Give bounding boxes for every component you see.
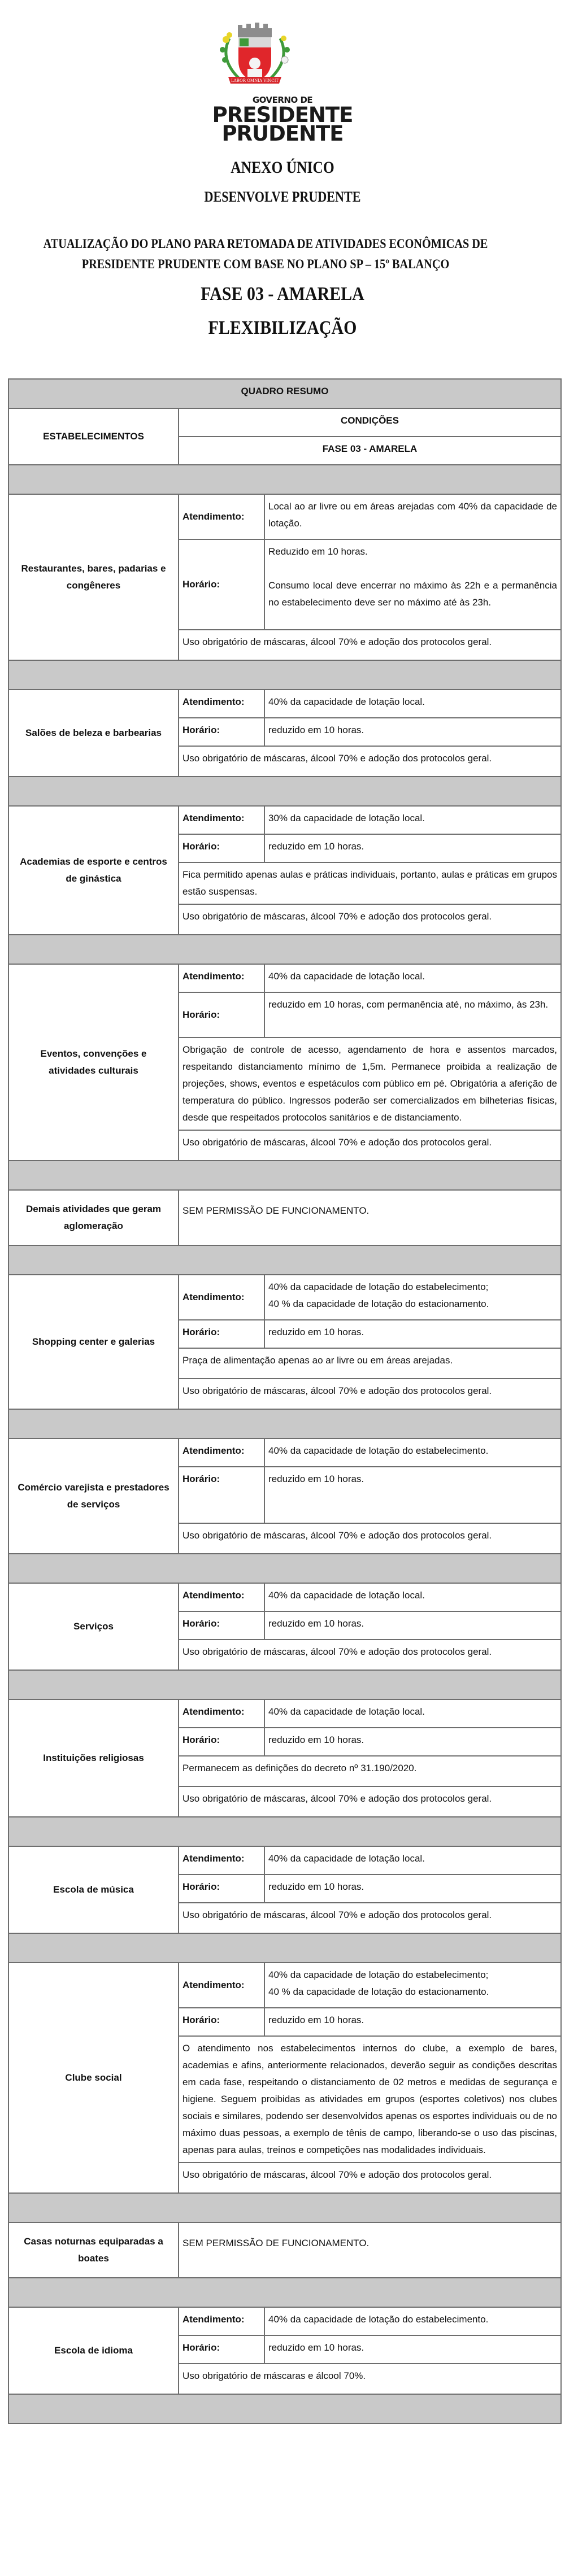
condition-note: Praça de alimentação apenas ao ar livre ou em áreas arejadas. — [179, 1348, 561, 1379]
table-row — [8, 2307, 561, 2335]
value-atendimento: Local ao ar livre ou em áreas arejadas com 40% da capacidade de lotação. — [264, 494, 561, 539]
table-row — [8, 1275, 561, 1320]
spacer-row — [8, 2278, 561, 2307]
label-horario: Horário: — [179, 992, 264, 1038]
spacer-row — [8, 1554, 561, 1583]
value-horario: reduzido em 10 horas, com permanência até, no máximo, às 23h. — [264, 992, 561, 1038]
value-horario: Reduzido em 10 horas. Consumo local deve encerrar no máximo às 22h e a permanência no estabelecimento deve ser no máximo até às 23h. — [264, 539, 561, 630]
spacer-row — [8, 1245, 561, 1275]
establishment-name: Shopping center e galerias — [8, 1275, 179, 1409]
table-row — [8, 806, 561, 834]
value-horario: reduzido em 10 horas. — [264, 1728, 561, 1756]
condition-note: Uso obrigatório de máscaras, álcool 70% e adoção dos protocolos geral. — [179, 1903, 561, 1933]
establishment-name: Restaurantes, bares, padarias e congêneres — [8, 494, 179, 660]
label-horario: Horário: — [179, 834, 264, 862]
col-header-phase: FASE 03 - AMARELA — [179, 437, 561, 465]
prohibited-status: SEM PERMISSÃO DE FUNCIONAMENTO. — [179, 1190, 561, 1245]
label-atendimento: Atendimento: — [179, 494, 264, 539]
establishment-name: Eventos, convenções e atividades culturais — [8, 964, 179, 1161]
value-horario: reduzido em 10 horas. — [264, 2335, 561, 2364]
summary-table — [8, 378, 562, 2424]
table-row — [8, 1583, 561, 1611]
label-horario: Horário: — [179, 1467, 264, 1523]
establishment-name: Comércio varejista e prestadores de serviços — [8, 1439, 179, 1554]
condition-note: Uso obrigatório de máscaras, álcool 70% e adoção dos protocolos geral. — [179, 1130, 561, 1161]
condition-note: Uso obrigatório de máscaras, álcool 70% e adoção dos protocolos geral. — [179, 630, 561, 660]
establishment-name: Academias de esporte e centros de ginástica — [8, 806, 179, 935]
value-atendimento: 40% da capacidade de lotação local. — [264, 964, 561, 992]
table-title: QUADRO RESUMO — [8, 379, 561, 408]
label-atendimento: Atendimento: — [179, 1439, 264, 1467]
value-atendimento: 40% da capacidade de lotação local. — [264, 690, 561, 718]
value-atendimento: 40% da capacidade de lotação do estabelecimento; 40 % da capacidade de lotação do estacionamento. — [264, 1275, 561, 1320]
coat-of-arms-icon — [212, 16, 297, 89]
value-atendimento: 40% da capacidade de lotação do estabelecimento; 40 % da capacidade de lotação do estacionamento. — [264, 1963, 561, 2008]
value-horario: reduzido em 10 horas. — [264, 1320, 561, 1348]
table-row — [8, 1190, 561, 1245]
label-horario: Horário: — [179, 718, 264, 746]
spacer-row — [8, 2394, 561, 2424]
label-atendimento: Atendimento: — [179, 1583, 264, 1611]
condition-note: Uso obrigatório de máscaras, álcool 70% e adoção dos protocolos geral. — [179, 1640, 561, 1670]
value-horario: reduzido em 10 horas. — [264, 718, 561, 746]
establishment-name: Demais atividades que geram aglomeração — [8, 1190, 179, 1245]
spacer-row — [8, 1933, 561, 1963]
table-row — [8, 1699, 561, 1728]
update-title: ATUALIZAÇÃO DO PLANO PARA RETOMADA DE ATIVIDADES ECONÔMICAS DE PRESIDENTE PRUDENTE COM BASE NO PLANO SP – 15º BALANÇO — [43, 237, 488, 271]
establishment-name: Salões de beleza e barbearias — [8, 690, 179, 777]
label-atendimento: Atendimento: — [179, 964, 264, 992]
condition-note: Uso obrigatório de máscaras, álcool 70% e adoção dos protocolos geral. — [179, 1523, 561, 1554]
establishment-name: Serviços — [8, 1583, 179, 1670]
value-atendimento: 40% da capacidade de lotação local. — [264, 1846, 561, 1875]
label-atendimento: Atendimento: — [179, 1963, 264, 2008]
condition-note: Obrigação de controle de acesso, agendamento de hora e assentos marcados, respeitando distanciamento mínimo de 1,5m. Permanece proibida a realização de projeções, shows, eventos e espetáculos com público em pé. Obrigatória a aferição de temperatura do público. Ingressos poderão ser comercializados em bilheterias físicas, desde que respeitados protocolos sanitários e de distanciamento. — [179, 1038, 561, 1130]
table-row — [8, 494, 561, 539]
spacer-row — [8, 1670, 561, 1699]
label-horario: Horário: — [179, 1611, 264, 1640]
annex-title: ANEXO ÚNICO — [231, 158, 334, 177]
value-atendimento: 30% da capacidade de lotação local. — [264, 806, 561, 834]
table-row — [8, 964, 561, 992]
label-atendimento: Atendimento: — [179, 1699, 264, 1728]
page-bottom-margin — [0, 2424, 565, 2435]
condition-note: Permanecem as definições do decreto nº 31.190/2020. — [179, 1756, 561, 1786]
flex-title: FLEXIBILIZAÇÃO — [208, 317, 357, 338]
prohibited-status: SEM PERMISSÃO DE FUNCIONAMENTO. — [179, 2222, 561, 2278]
document-titles — [0, 158, 565, 339]
establishment-name: Casas noturnas equiparadas a boates — [8, 2222, 179, 2278]
condition-note: Uso obrigatório de máscaras, álcool 70% e adoção dos protocolos geral. — [179, 904, 561, 935]
label-horario: Horário: — [179, 2335, 264, 2364]
establishment-name: Escola de idioma — [8, 2307, 179, 2394]
gov-city-line1: PRESIDENTE — [212, 103, 353, 127]
value-horario: reduzido em 10 horas. — [264, 1611, 561, 1640]
spacer-row — [8, 465, 561, 494]
col-header-conditions: CONDIÇÕES — [179, 408, 561, 437]
value-horario: reduzido em 10 horas. — [264, 1875, 561, 1903]
spacer-row — [8, 1409, 561, 1439]
label-horario: Horário: — [179, 1320, 264, 1348]
value-horario: reduzido em 10 horas. — [264, 2008, 561, 2036]
condition-note: Uso obrigatório de máscaras e álcool 70%. — [179, 2364, 561, 2394]
table-row — [8, 1963, 561, 2008]
establishment-name: Clube social — [8, 1963, 179, 2193]
label-atendimento: Atendimento: — [179, 1275, 264, 1320]
table-row — [8, 1846, 561, 1875]
col-header-establishments: ESTABELECIMENTOS — [8, 408, 179, 465]
table-row — [8, 2222, 561, 2278]
establishment-name: Escola de música — [8, 1846, 179, 1933]
establishment-name: Instituições religiosas — [8, 1699, 179, 1817]
spacer-row — [8, 777, 561, 806]
header-logo — [0, 0, 565, 152]
value-atendimento: 40% da capacidade de lotação local. — [264, 1699, 561, 1728]
condition-note: Fica permitido apenas aulas e práticas individuais, portanto, aulas e práticas em grupos estão suspensas. — [179, 862, 561, 904]
value-atendimento: 40% da capacidade de lotação local. — [264, 1583, 561, 1611]
label-atendimento: Atendimento: — [179, 1846, 264, 1875]
condition-note: Uso obrigatório de máscaras, álcool 70% e adoção dos protocolos geral. — [179, 1379, 561, 1409]
program-title: DESENVOLVE PRUDENTE — [204, 189, 361, 205]
value-atendimento: 40% da capacidade de lotação do estabelecimento. — [264, 1439, 561, 1467]
value-horario: reduzido em 10 horas. — [264, 834, 561, 862]
gov-city-line2: PRUDENTE — [221, 121, 344, 146]
label-horario: Horário: — [179, 2008, 264, 2036]
phase-title: FASE 03 - AMARELA — [201, 284, 364, 304]
value-horario: reduzido em 10 horas. — [264, 1467, 561, 1523]
label-horario: Horário: — [179, 1875, 264, 1903]
table-row — [8, 1439, 561, 1467]
svg-text:LABOR OMNIA VINCIT: LABOR OMNIA VINCIT — [231, 79, 279, 83]
condition-note: Uso obrigatório de máscaras, álcool 70% e adoção dos protocolos geral. — [179, 2163, 561, 2193]
spacer-row — [8, 1817, 561, 1846]
spacer-row — [8, 935, 561, 964]
label-horario: Horário: — [179, 539, 264, 630]
label-atendimento: Atendimento: — [179, 690, 264, 718]
table-row — [8, 690, 561, 718]
spacer-row — [8, 1161, 561, 1190]
condition-note: O atendimento nos estabelecimentos internos do clube, a exemplo de bares, academias e afins, anteriormente relacionados, deverão seguir as condições descritas em cada fase, respeitando o distanciamento de 02 metros e medidas de segurança e higiene. Seguem proibidas as atividades em grupos (esportes coletivos) nos clubes sociais e similares, podendo ser desenvolvidos apenas os esportes individuais ou de no máximo duas pessoas, a exemplo de tênis de campo, liberando-se o uso das piscinas, apenas para aulas, treinos e competições nas modalidades individuais. — [179, 2036, 561, 2163]
spacer-row — [8, 660, 561, 690]
condition-note: Uso obrigatório de máscaras, álcool 70% e adoção dos protocolos geral. — [179, 1786, 561, 1817]
condition-note: Uso obrigatório de máscaras, álcool 70% e adoção dos protocolos geral. — [179, 746, 561, 777]
label-horario: Horário: — [179, 1728, 264, 1756]
spacer-row — [8, 2193, 561, 2222]
gov-label: GOVERNO DE — [252, 95, 313, 105]
label-atendimento: Atendimento: — [179, 806, 264, 834]
value-atendimento: 40% da capacidade de lotação do estabelecimento. — [264, 2307, 561, 2335]
label-atendimento: Atendimento: — [179, 2307, 264, 2335]
